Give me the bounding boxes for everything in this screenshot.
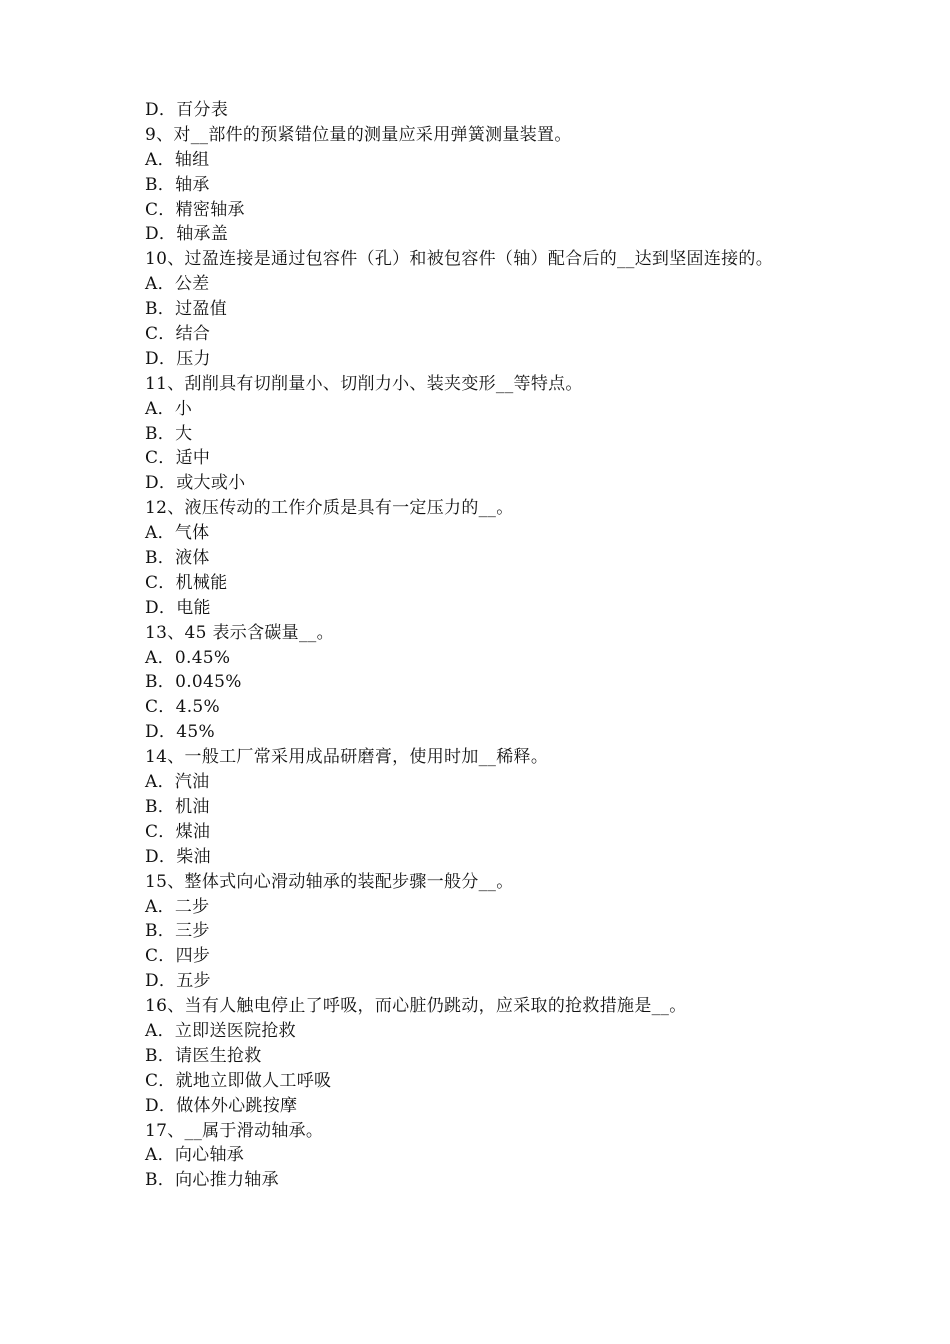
text-line: D．百分表 [145,100,229,120]
option-line: D．或大或小 [145,473,246,494]
option-line: D．五步 [145,971,211,992]
option-line: C．精密轴承 [145,199,245,220]
option-line: C．煤油 [145,821,211,842]
option-line: C．机械能 [145,572,228,593]
option-line: B．三步 [145,921,210,942]
option-line: A．小 [145,398,193,419]
option-line: C．四步 [145,946,211,967]
option-line: A．0.45% [145,647,231,668]
question-line: 10、过盈连接是通过包容件（孔）和被包容件（轴）配合后的__达到坚固连接的。 [145,249,774,270]
option-line: C．适中 [145,448,211,469]
option-line: D．45% [145,722,215,743]
option-line: C．就地立即做人工呼吸 [145,1070,332,1091]
option-line: B．向心推力轴承 [145,1170,279,1191]
question-line: 16、当有人触电停止了呼吸，而心脏仍跳动，应采取的抢救措施是__。 [145,996,687,1017]
option-line: A．轴组 [145,149,210,170]
question-line: 12、液压传动的工作介质是具有一定压力的__。 [145,498,514,519]
question-list [145,98,865,1193]
option-line: D．轴承盖 [145,224,229,245]
option-line: B．液体 [145,548,210,569]
option-line: A．公差 [145,274,210,295]
option-line: A．气体 [145,523,210,544]
option-line: A．二步 [145,896,210,917]
option-line: B．轴承 [145,174,210,195]
option-line: D．柴油 [145,846,211,867]
option-line: B．过盈值 [145,299,227,320]
option-line: D．电能 [145,597,211,618]
option-line: A．立即送医院抢救 [145,1020,296,1041]
question-line: 11、刮削具有切削量小、切削力小、装夹变形__等特点。 [145,373,583,394]
question-line: 15、整体式向心滑动轴承的装配步骤一般分__。 [145,871,514,892]
option-line: D．做体外心跳按摩 [145,1095,298,1116]
option-line: D．压力 [145,348,211,369]
option-line: B．机油 [145,796,210,817]
option-line: A．向心轴承 [145,1145,245,1166]
option-line: A．汽油 [145,772,210,793]
question-line: 17、__属于滑动轴承。 [145,1120,324,1141]
option-line: B．请医生抢救 [145,1045,262,1066]
option-line: C．4.5% [145,697,220,718]
option-line: B．0.045% [145,672,242,693]
option-line: B．大 [145,423,193,444]
question-line: 14、一般工厂常采用成品研磨膏，使用时加__稀释。 [145,747,549,768]
question-line: 13、45 表示含碳量__。 [145,622,334,643]
option-line: C．结合 [145,324,211,345]
question-line: 9、对__部件的预紧错位量的测量应采用弹簧测量装置。 [145,124,572,145]
